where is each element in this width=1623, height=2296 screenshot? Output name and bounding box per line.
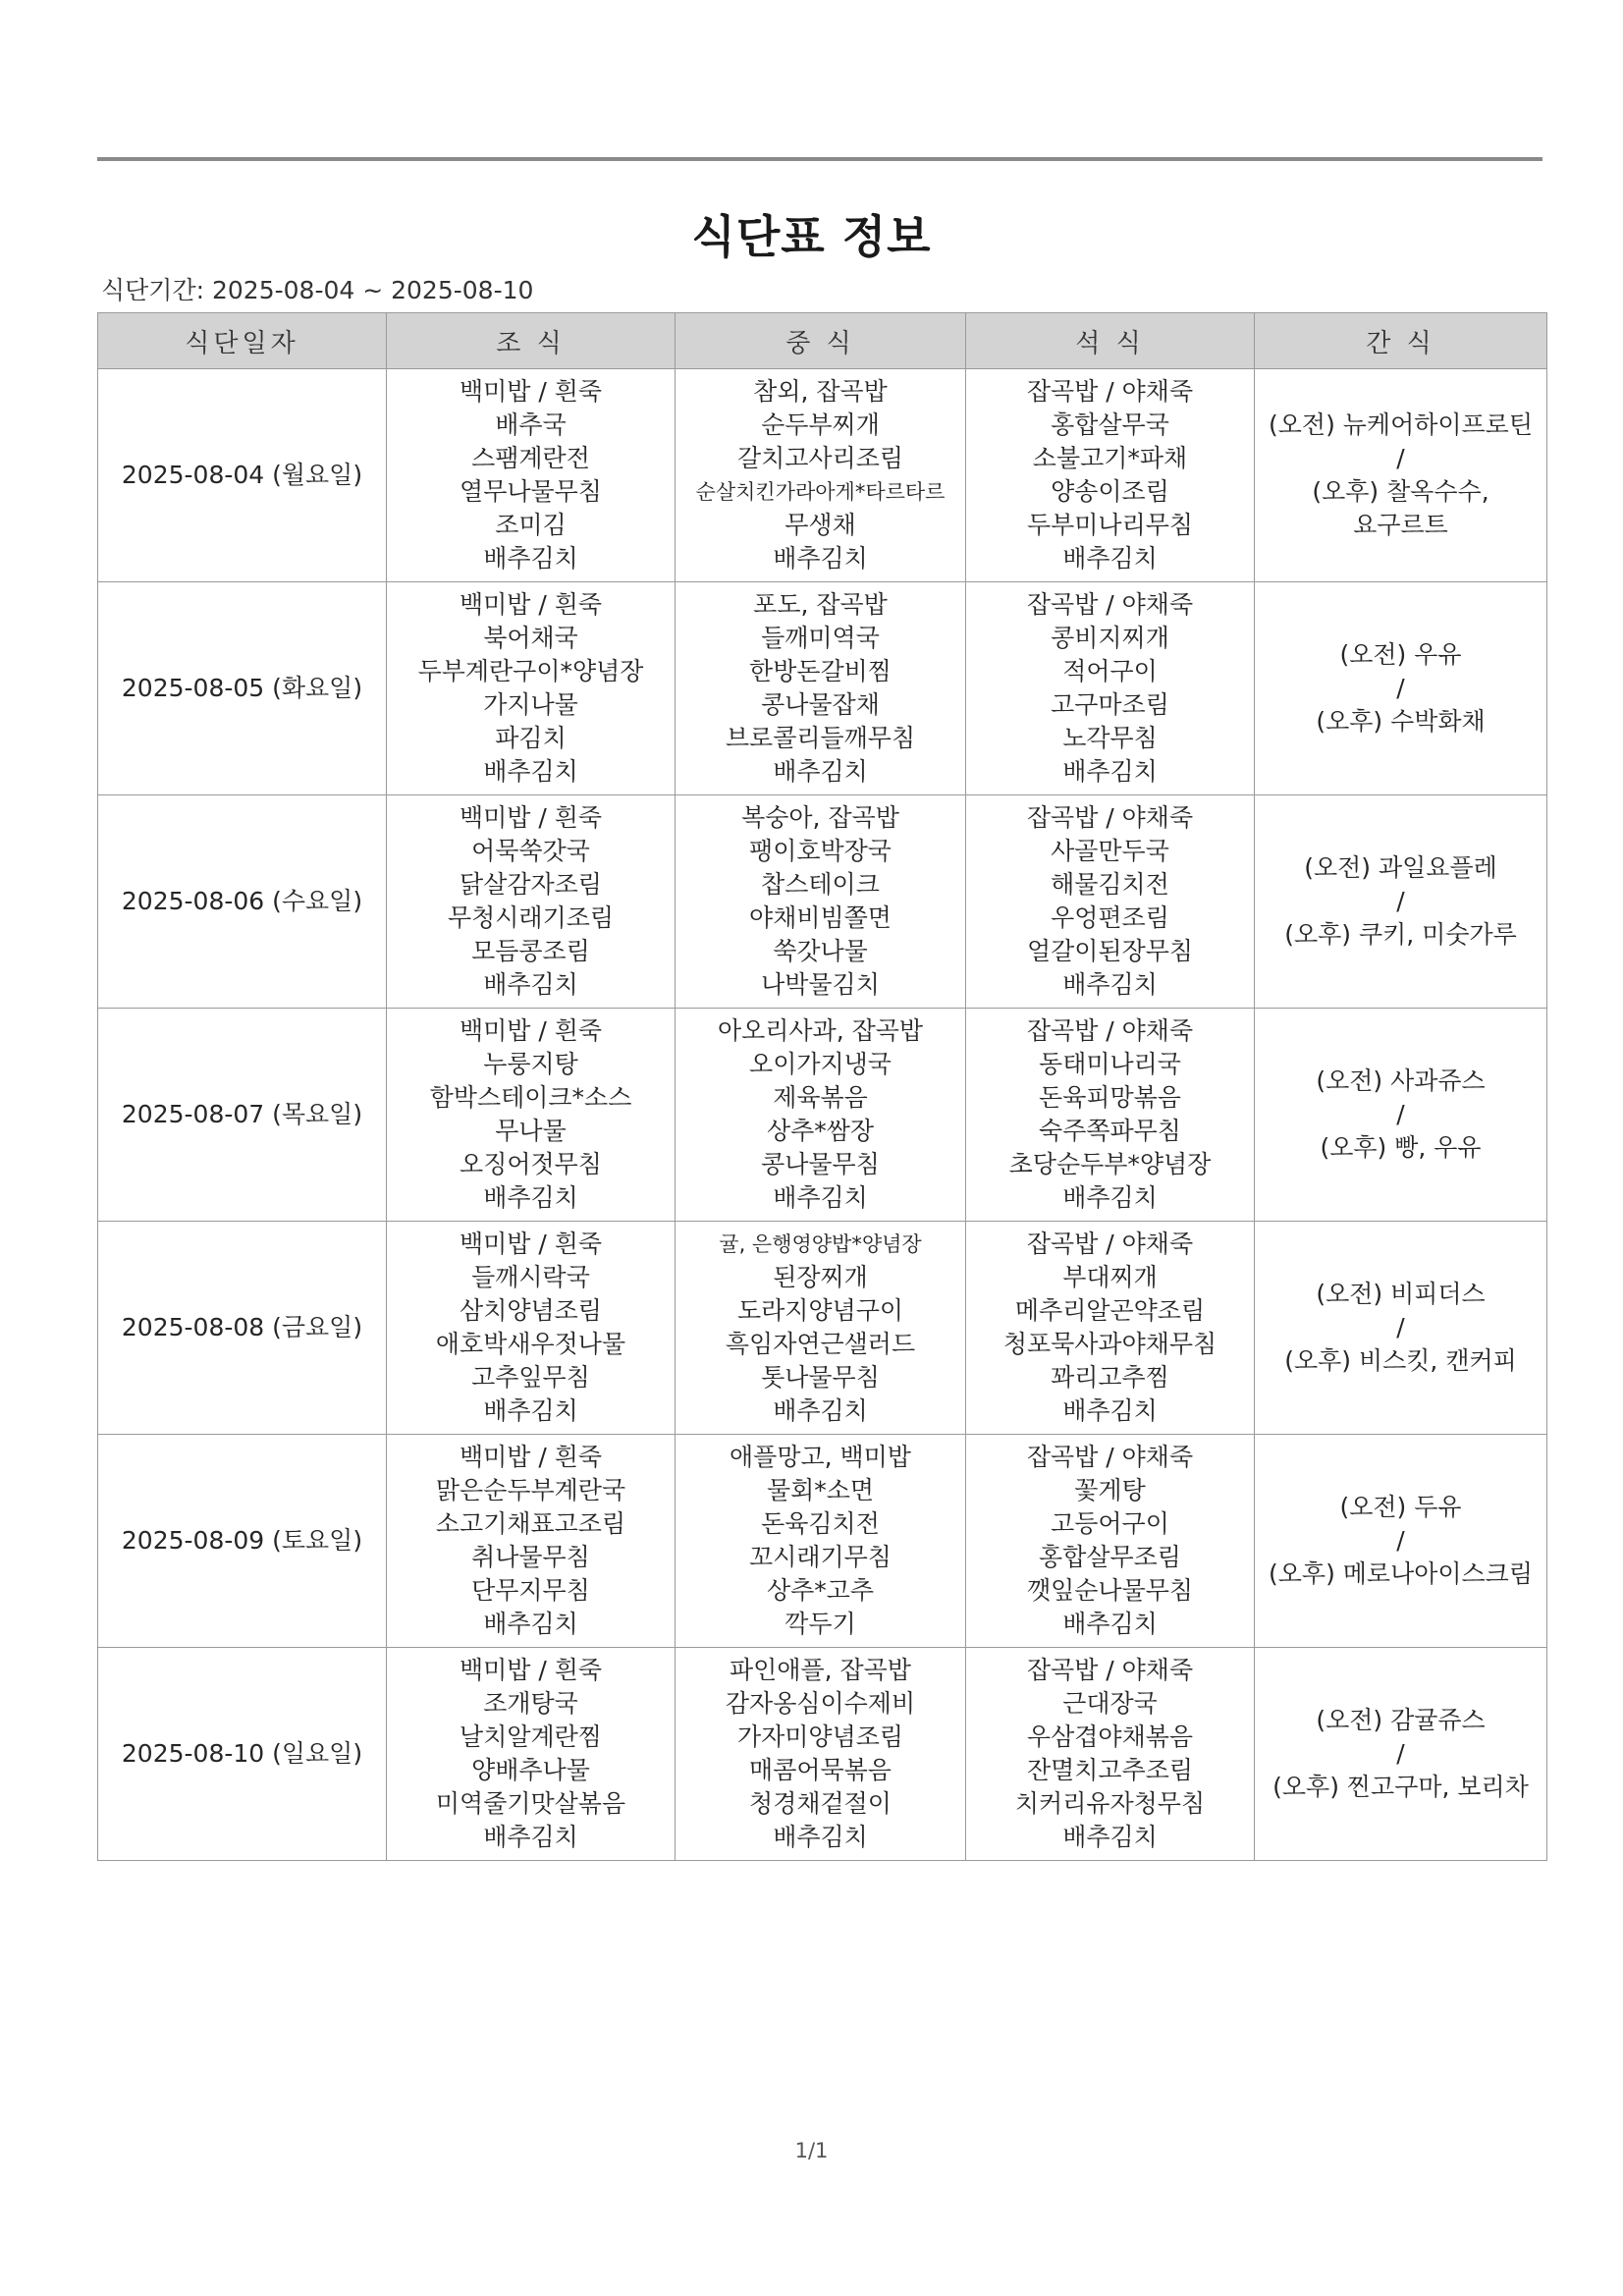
table-row xyxy=(98,1648,1547,1861)
breakfast-item: 어묵쑥갓국 xyxy=(471,837,590,865)
snack-item: (오전) 감귤쥬스 xyxy=(1316,1706,1486,1734)
dinner-item: 잡곡밥 / 야채죽 xyxy=(1026,377,1194,406)
lunch-item: 매콤어묵볶음 xyxy=(749,1756,892,1784)
table-row xyxy=(98,795,1547,1009)
lunch-item: 돈육김치전 xyxy=(761,1509,880,1538)
snack-item: / xyxy=(1396,1526,1405,1555)
breakfast-cell xyxy=(387,1222,676,1435)
dinner-item: 노각무침 xyxy=(1062,724,1158,752)
breakfast-item: 삼치양념조림 xyxy=(460,1296,602,1325)
meal-date: 2025-08-08 (금요일) xyxy=(98,1222,387,1435)
table-body xyxy=(98,369,1547,1861)
meal-period-label: 식단기간: xyxy=(101,276,205,304)
breakfast-item: 배추김치 xyxy=(483,1610,578,1638)
dinner-item: 고구마조림 xyxy=(1051,690,1169,719)
dinner-item: 얼갈이된장무침 xyxy=(1026,937,1194,965)
dinner-item: 잡곡밥 / 야채죽 xyxy=(1026,1230,1194,1258)
snack-item: (오전) 과일요플레 xyxy=(1304,853,1497,882)
lunch-item: 파인애플, 잡곡밥 xyxy=(730,1656,911,1684)
snack-item: (오전) 두유 xyxy=(1339,1493,1462,1521)
lunch-cell xyxy=(676,1435,966,1648)
dinner-cell xyxy=(966,582,1255,795)
snack-item: (오후) 찐고구마, 보리차 xyxy=(1272,1773,1529,1801)
breakfast-cell xyxy=(387,1435,676,1648)
meal-date: 2025-08-04 (월요일) xyxy=(98,369,387,582)
breakfast-item: 두부계란구이*양념장 xyxy=(417,657,644,685)
lunch-item: 아오리사과, 잡곡밥 xyxy=(717,1016,924,1045)
breakfast-item: 단무지무침 xyxy=(471,1576,590,1605)
lunch-item: 물회*소면 xyxy=(766,1476,875,1504)
snack-item: 요구르트 xyxy=(1353,511,1448,539)
dinner-item: 숙주쪽파무침 xyxy=(1039,1117,1181,1145)
dinner-item: 우엉편조림 xyxy=(1051,903,1169,932)
dinner-item: 배추김치 xyxy=(1062,1823,1158,1851)
snack-cell xyxy=(1255,582,1547,795)
breakfast-cell xyxy=(387,582,676,795)
breakfast-item: 모듬콩조림 xyxy=(471,937,590,965)
dinner-item: 부대찌개 xyxy=(1062,1263,1158,1291)
breakfast-item: 함박스테이크*소스 xyxy=(429,1083,632,1112)
lunch-item: 무생채 xyxy=(784,511,856,539)
lunch-item: 감자옹심이수제비 xyxy=(725,1689,916,1718)
breakfast-item: 조개탕국 xyxy=(483,1689,578,1718)
lunch-item: 쑥갓나물 xyxy=(773,937,868,965)
snack-item: / xyxy=(1396,1313,1405,1341)
breakfast-item: 무나물 xyxy=(495,1117,567,1145)
breakfast-item: 배추김치 xyxy=(483,1823,578,1851)
table-row xyxy=(98,1222,1547,1435)
snack-item: / xyxy=(1396,1100,1405,1128)
table-header-row xyxy=(98,313,1547,369)
dinner-item: 꽈리고추찜 xyxy=(1051,1363,1169,1392)
lunch-cell xyxy=(676,369,966,582)
snack-cell xyxy=(1255,1648,1547,1861)
snack-item: (오후) 비스킷, 캔커피 xyxy=(1284,1346,1517,1375)
snack-cell xyxy=(1255,1222,1547,1435)
dinner-item: 근대장국 xyxy=(1062,1689,1158,1718)
lunch-cell xyxy=(676,1222,966,1435)
snack-cell xyxy=(1255,1009,1547,1222)
snack-item: (오전) 비피더스 xyxy=(1316,1280,1486,1308)
snack-item: / xyxy=(1396,1739,1405,1768)
dinner-item: 치커리유자청무침 xyxy=(1014,1789,1206,1818)
dinner-item: 적어구이 xyxy=(1062,657,1158,685)
snack-item: (오후) 메로나아이스크림 xyxy=(1269,1559,1533,1588)
top-rule xyxy=(97,157,1542,161)
lunch-item: 도라지양념구이 xyxy=(736,1296,904,1325)
dinner-item: 홍합살무조림 xyxy=(1039,1543,1181,1571)
lunch-item: 순두부찌개 xyxy=(761,410,880,439)
snack-item: (오후) 쿠키, 미숫가루 xyxy=(1284,920,1517,949)
table-row xyxy=(98,1009,1547,1222)
dinner-item: 잡곡밥 / 야채죽 xyxy=(1026,1016,1194,1045)
dinner-item: 해물김치전 xyxy=(1051,870,1169,899)
lunch-item: 나박물김치 xyxy=(761,970,880,999)
lunch-item: 배추김치 xyxy=(773,1823,868,1851)
dinner-item: 잔멸치고추조림 xyxy=(1026,1756,1194,1784)
dinner-item: 동태미나리국 xyxy=(1039,1050,1181,1078)
lunch-item: 흑임자연근샐러드 xyxy=(725,1330,916,1358)
breakfast-item: 취나물무침 xyxy=(471,1543,590,1571)
column-header-snack: 간 식 xyxy=(1255,313,1547,369)
breakfast-item: 고추잎무침 xyxy=(471,1363,590,1392)
lunch-item: 귤, 은행영양밥*양념장 xyxy=(719,1232,922,1256)
breakfast-item: 맑은순두부계란국 xyxy=(435,1476,626,1504)
lunch-item: 배추김치 xyxy=(773,544,868,573)
snack-item: / xyxy=(1396,444,1405,472)
dinner-item: 배추김치 xyxy=(1062,970,1158,999)
breakfast-item: 백미밥 / 흰죽 xyxy=(459,1656,603,1684)
breakfast-cell xyxy=(387,795,676,1009)
breakfast-item: 배추김치 xyxy=(483,1183,578,1212)
lunch-item: 포도, 잡곡밥 xyxy=(753,590,888,619)
page-number: 1/1 xyxy=(794,2139,829,2162)
lunch-item: 오이가지냉국 xyxy=(749,1050,892,1078)
meal-date: 2025-08-05 (화요일) xyxy=(98,582,387,795)
breakfast-cell xyxy=(387,1648,676,1861)
lunch-item: 애플망고, 백미밥 xyxy=(730,1443,911,1471)
dinner-item: 두부미나리무침 xyxy=(1026,511,1194,539)
table-row xyxy=(98,582,1547,795)
lunch-item: 순살치킨가라아게*타르타르 xyxy=(695,480,946,504)
dinner-item: 사골만두국 xyxy=(1051,837,1169,865)
dinner-cell xyxy=(966,1435,1255,1648)
dinner-item: 꽃게탕 xyxy=(1074,1476,1146,1504)
dinner-item: 청포묵사과야채무침 xyxy=(1002,1330,1217,1358)
dinner-item: 콩비지찌개 xyxy=(1051,624,1169,652)
breakfast-item: 백미밥 / 흰죽 xyxy=(459,590,603,619)
breakfast-item: 들깨시락국 xyxy=(471,1263,590,1291)
dinner-item: 양송이조림 xyxy=(1051,477,1169,506)
lunch-item: 배추김치 xyxy=(773,1396,868,1425)
column-header-date: 식단일자 xyxy=(98,313,387,369)
dinner-item: 잡곡밥 / 야채죽 xyxy=(1026,590,1194,619)
lunch-item: 콩나물잡채 xyxy=(761,690,880,719)
lunch-item: 배추김치 xyxy=(773,757,868,786)
breakfast-item: 배추국 xyxy=(495,410,567,439)
breakfast-item: 날치알계란찜 xyxy=(460,1722,602,1751)
lunch-item: 꼬시래기무침 xyxy=(749,1543,892,1571)
lunch-cell xyxy=(676,1009,966,1222)
breakfast-item: 양배추나물 xyxy=(471,1756,590,1784)
meal-date: 2025-08-06 (수요일) xyxy=(98,795,387,1009)
breakfast-item: 배추김치 xyxy=(483,544,578,573)
dinner-item: 홍합살무국 xyxy=(1051,410,1169,439)
dinner-item: 배추김치 xyxy=(1062,1183,1158,1212)
dinner-item: 돈육피망볶음 xyxy=(1039,1083,1181,1112)
snack-cell xyxy=(1255,795,1547,1009)
breakfast-cell xyxy=(387,1009,676,1222)
dinner-item: 배추김치 xyxy=(1062,1396,1158,1425)
dinner-item: 배추김치 xyxy=(1062,1610,1158,1638)
lunch-cell xyxy=(676,795,966,1009)
meal-period-value: 2025-08-04 ~ 2025-08-10 xyxy=(211,276,534,304)
breakfast-item: 백미밥 / 흰죽 xyxy=(459,803,603,832)
dinner-item: 배추김치 xyxy=(1062,757,1158,786)
dinner-item: 소불고기*파채 xyxy=(1032,444,1188,472)
snack-item: (오후) 수박화채 xyxy=(1316,707,1486,736)
breakfast-item: 백미밥 / 흰죽 xyxy=(459,1230,603,1258)
lunch-item: 가자미양념조림 xyxy=(736,1722,904,1751)
breakfast-item: 애호박새우젓나물 xyxy=(435,1330,626,1358)
meal-table xyxy=(97,312,1547,1861)
breakfast-item: 열무나물무침 xyxy=(460,477,602,506)
breakfast-item: 소고기채표고조림 xyxy=(435,1509,626,1538)
dinner-item: 초당순두부*양념장 xyxy=(1008,1150,1212,1178)
snack-cell xyxy=(1255,1435,1547,1648)
breakfast-item: 백미밥 / 흰죽 xyxy=(459,1016,603,1045)
breakfast-item: 백미밥 / 흰죽 xyxy=(459,1443,603,1471)
snack-cell xyxy=(1255,369,1547,582)
column-header-lunch: 중 식 xyxy=(676,313,966,369)
snack-item: (오후) 빵, 우유 xyxy=(1320,1133,1482,1162)
lunch-item: 깍두기 xyxy=(784,1610,856,1638)
snack-item: (오후) 찰옥수수, xyxy=(1312,477,1489,506)
page-title: 식단표 정보 xyxy=(691,210,932,263)
lunch-item: 상추*고추 xyxy=(766,1576,875,1605)
dinner-item: 메추리알곤약조림 xyxy=(1014,1296,1206,1325)
breakfast-item: 북어채국 xyxy=(483,624,578,652)
lunch-item: 청경채겉절이 xyxy=(749,1789,892,1818)
dinner-item: 배추김치 xyxy=(1062,544,1158,573)
dinner-item: 잡곡밥 / 야채죽 xyxy=(1026,803,1194,832)
lunch-item: 콩나물무침 xyxy=(761,1150,880,1178)
snack-item: (오전) 우유 xyxy=(1339,640,1462,669)
breakfast-item: 누룽지탕 xyxy=(483,1050,578,1078)
meal-date: 2025-08-10 (일요일) xyxy=(98,1648,387,1861)
lunch-item: 한방돈갈비찜 xyxy=(749,657,892,685)
dinner-cell xyxy=(966,1009,1255,1222)
breakfast-item: 미역줄기맛살볶음 xyxy=(435,1789,626,1818)
lunch-item: 복숭아, 잡곡밥 xyxy=(741,803,899,832)
lunch-cell xyxy=(676,1648,966,1861)
column-header-dinner: 석 식 xyxy=(966,313,1255,369)
snack-item: / xyxy=(1396,674,1405,702)
dinner-cell xyxy=(966,369,1255,582)
lunch-item: 들깨미역국 xyxy=(761,624,880,652)
lunch-item: 상추*쌈장 xyxy=(766,1117,875,1145)
lunch-item: 제육볶음 xyxy=(773,1083,868,1112)
dinner-item: 깻잎순나물무침 xyxy=(1026,1576,1194,1605)
table-row xyxy=(98,369,1547,582)
breakfast-item: 무청시래기조림 xyxy=(447,903,615,932)
table-row xyxy=(98,1435,1547,1648)
dinner-cell xyxy=(966,795,1255,1009)
meal-date: 2025-08-07 (목요일) xyxy=(98,1009,387,1222)
snack-item: (오전) 뉴케어하이프로틴 xyxy=(1269,410,1533,439)
dinner-item: 잡곡밥 / 야채죽 xyxy=(1026,1443,1194,1471)
lunch-item: 배추김치 xyxy=(773,1183,868,1212)
snack-item: (오전) 사과쥬스 xyxy=(1316,1066,1486,1095)
dinner-item: 고등어구이 xyxy=(1051,1509,1169,1538)
meal-period xyxy=(101,271,533,306)
meal-date: 2025-08-09 (토요일) xyxy=(98,1435,387,1648)
breakfast-item: 배추김치 xyxy=(483,970,578,999)
breakfast-item: 닭살감자조림 xyxy=(460,870,602,899)
column-header-breakfast: 조 식 xyxy=(387,313,676,369)
dinner-item: 우삼겹야채볶음 xyxy=(1026,1722,1194,1751)
dinner-cell xyxy=(966,1222,1255,1435)
breakfast-item: 조미김 xyxy=(495,511,567,539)
breakfast-item: 스팸계란전 xyxy=(471,444,590,472)
dinner-cell xyxy=(966,1648,1255,1861)
lunch-item: 갈치고사리조림 xyxy=(736,444,904,472)
breakfast-item: 오징어젓무침 xyxy=(460,1150,602,1178)
lunch-item: 참외, 잡곡밥 xyxy=(753,377,888,406)
lunch-item: 팽이호박장국 xyxy=(749,837,892,865)
lunch-item: 찹스테이크 xyxy=(761,870,880,899)
breakfast-item: 가지나물 xyxy=(483,690,578,719)
dinner-item: 잡곡밥 / 야채죽 xyxy=(1026,1656,1194,1684)
breakfast-item: 배추김치 xyxy=(483,757,578,786)
breakfast-cell xyxy=(387,369,676,582)
lunch-cell xyxy=(676,582,966,795)
lunch-item: 톳나물무침 xyxy=(761,1363,880,1392)
lunch-item: 브로콜리들깨무침 xyxy=(725,724,916,752)
breakfast-item: 백미밥 / 흰죽 xyxy=(459,377,603,406)
breakfast-item: 배추김치 xyxy=(483,1396,578,1425)
lunch-item: 야채비빔쫄면 xyxy=(749,903,892,932)
snack-item: / xyxy=(1396,887,1405,915)
lunch-item: 된장찌개 xyxy=(773,1263,868,1291)
breakfast-item: 파김치 xyxy=(495,724,567,752)
